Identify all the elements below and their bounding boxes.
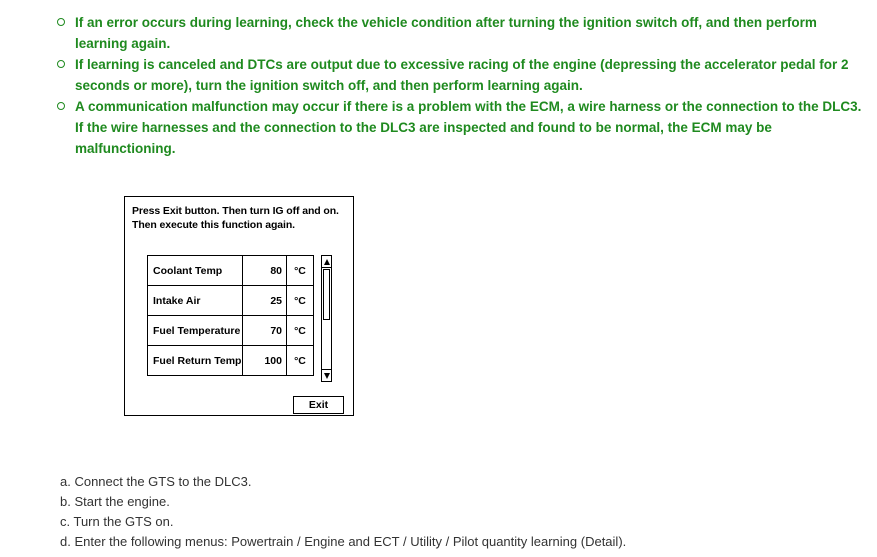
row-value: 80 [243,256,287,286]
scroll-thumb[interactable] [323,269,330,320]
row-label: Fuel Return Temp [148,346,243,376]
row-unit: °C [287,316,314,346]
row-unit: °C [287,286,314,316]
row-value: 70 [243,316,287,346]
scroll-down-button[interactable] [322,369,331,381]
circle-bullet-icon [57,102,65,110]
screen-message-line: Press Exit button. Then turn IG off and on. [132,205,339,217]
circle-bullet-icon [57,60,65,68]
row-value: 25 [243,286,287,316]
step-item: c. Turn the GTS on. [60,514,174,529]
row-value: 100 [243,346,287,376]
screen-message-line: Then execute this function again. [132,219,295,231]
row-label: Intake Air [148,286,243,316]
sensor-data-table [147,255,314,376]
note-item [0,96,865,159]
note-text: A communication malfunction may occur if there is a problem with the ECM, a wire harness or the connection to the DLC3. If the wire harnesses and the connection to the DLC3 are inspected and found to be normal, the ECM may be malfunctioning. [75,99,862,156]
row-unit: °C [287,256,314,286]
screen-message [132,204,339,232]
scroll-up-button[interactable] [322,256,331,268]
exit-button[interactable]: Exit [293,396,344,414]
gts-screen-illustration [124,196,354,416]
table-row [148,286,314,316]
procedure-steps [60,472,626,552]
arrow-down-icon [324,373,330,379]
row-label: Coolant Temp [148,256,243,286]
step-item: b. Start the engine. [60,494,170,509]
note-item [0,54,865,96]
step-item: a. Connect the GTS to the DLC3. [60,474,252,489]
arrow-up-icon [324,259,330,265]
table-row [148,316,314,346]
circle-bullet-icon [57,18,65,26]
note-item [0,12,865,54]
table-row [148,346,314,376]
note-text: If learning is canceled and DTCs are output due to excessive racing of the engine (depressing the accelerator pedal for 2 seconds or more), turn the ignition switch off, and then perform learning again. [75,57,849,93]
note-text: If an error occurs during learning, check the vehicle condition after turning the ignition switch off, and then perform learning again. [75,15,817,51]
table-scrollbar[interactable] [321,255,332,382]
row-unit: °C [287,346,314,376]
step-item: d. Enter the following menus: Powertrain / Engine and ECT / Utility / Pilot quantity learning (Detail). [60,534,627,549]
table-row [148,256,314,286]
caution-notes-list [0,12,877,159]
row-label: Fuel Temperature [148,316,243,346]
